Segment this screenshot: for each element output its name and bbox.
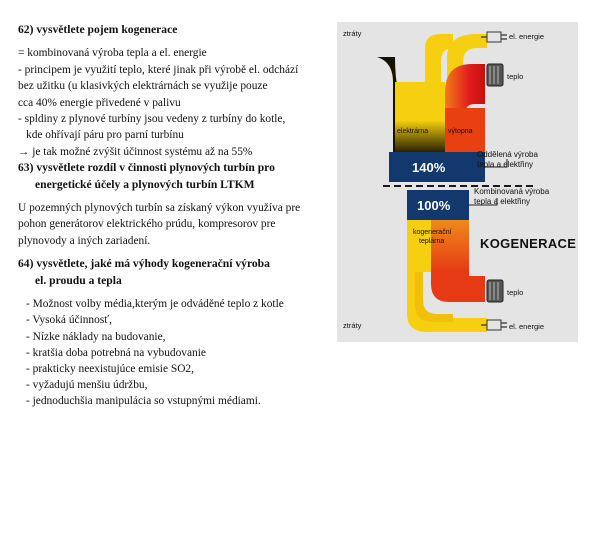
losses-label-bottom: ztráty (343, 321, 362, 330)
cogeneration-diagram-svg (337, 22, 578, 342)
radiator-icon-top (487, 64, 503, 86)
list-item: - Možnost volby média,kterým je odváděné teplo z kotle (26, 298, 284, 311)
text-line: → je tak možné zvýšit účinnost systému až na 55% (18, 145, 253, 158)
cogeneration-electric-part (407, 220, 431, 272)
text-line: pohon generátorov elektrického prúdu, kompresorov pre (18, 218, 276, 231)
cogeneration-label-line1: kogenerační (413, 229, 452, 236)
combined-label-line2: tepla a elektřiny (474, 197, 531, 206)
list-item: - vyžadujú menšiu údržbu, (26, 379, 148, 392)
heading-63: 63) vysvětlete rozdíl v činnosti plynových turbín pro (18, 161, 275, 175)
advantages-list (18, 296, 336, 409)
heat-label-bottom: teplo (507, 288, 524, 297)
text-line: - principem je využití teplo, které jinak při výrobě el. odchází (18, 63, 299, 76)
text-line: U pozemných plynových turbín sa získaný výkon využíva pre (18, 202, 301, 215)
text-line: cca 40% energie přivedené v palivu (18, 96, 181, 109)
text-line: - spldiny z plynové turbíny jsou vedeny z turbíny do kotle, (18, 113, 286, 126)
losses-label-top: ztráty (343, 29, 362, 38)
separate-label-line2: tepla a elektřiny (477, 160, 534, 169)
text-line: kde ohřívají páru pro parní turbínu (26, 129, 184, 142)
cogeneration-label-line2: teplárna (419, 238, 445, 245)
heat-label-top: teplo (507, 72, 524, 81)
list-item: - Vysoká účinnosť, (26, 314, 112, 327)
cogeneration-title: KOGENERACE (480, 236, 577, 251)
radiator-icon-bottom (487, 280, 503, 302)
list-item: - prakticky neexistujúce emisie SO2, (26, 362, 194, 375)
combined-label-line1: Kombinovaná výroba (474, 187, 550, 196)
power-plant-label: elektrárna (397, 128, 429, 135)
list-item: - kratšia doba potrebná na vybudovanie (26, 346, 206, 359)
separate-percent: 140% (412, 160, 446, 175)
text-line: bez užitku (u klasivkých elektrárnách se využije pouze (18, 80, 268, 93)
text-line: plynovody a iných zariadení. (18, 234, 151, 247)
list-item: - Nízke náklady na budovanie, (26, 330, 166, 343)
heading-64-cont: el. proudu a tepla (35, 273, 122, 287)
heating-plant-label: výtopna (448, 128, 473, 135)
electricity-label-top: el. energie (509, 32, 545, 41)
text-line: = kombinovaná výroba tepla a el. energie (18, 47, 207, 60)
electricity-label-bottom: el. energie (509, 322, 545, 331)
document-text (18, 22, 336, 410)
heading-63-cont: energetické účely a plynových turbín LTKM (35, 177, 255, 191)
combined-percent: 100% (417, 198, 451, 213)
heading-64: 64) vysvětlete, jaké má výhody kogenerační výroba (18, 257, 270, 271)
separate-label-line1: Oddělená výroba (477, 150, 538, 159)
cogeneration-diagram (337, 22, 578, 342)
power-plant-column (395, 82, 445, 152)
list-item: - jednoduchšia manipulácia so vstupnými médiami. (26, 395, 261, 408)
heat-flow-bottom (431, 272, 485, 302)
heading-62: 62) vysvětlete pojem kogenerace (18, 23, 178, 36)
